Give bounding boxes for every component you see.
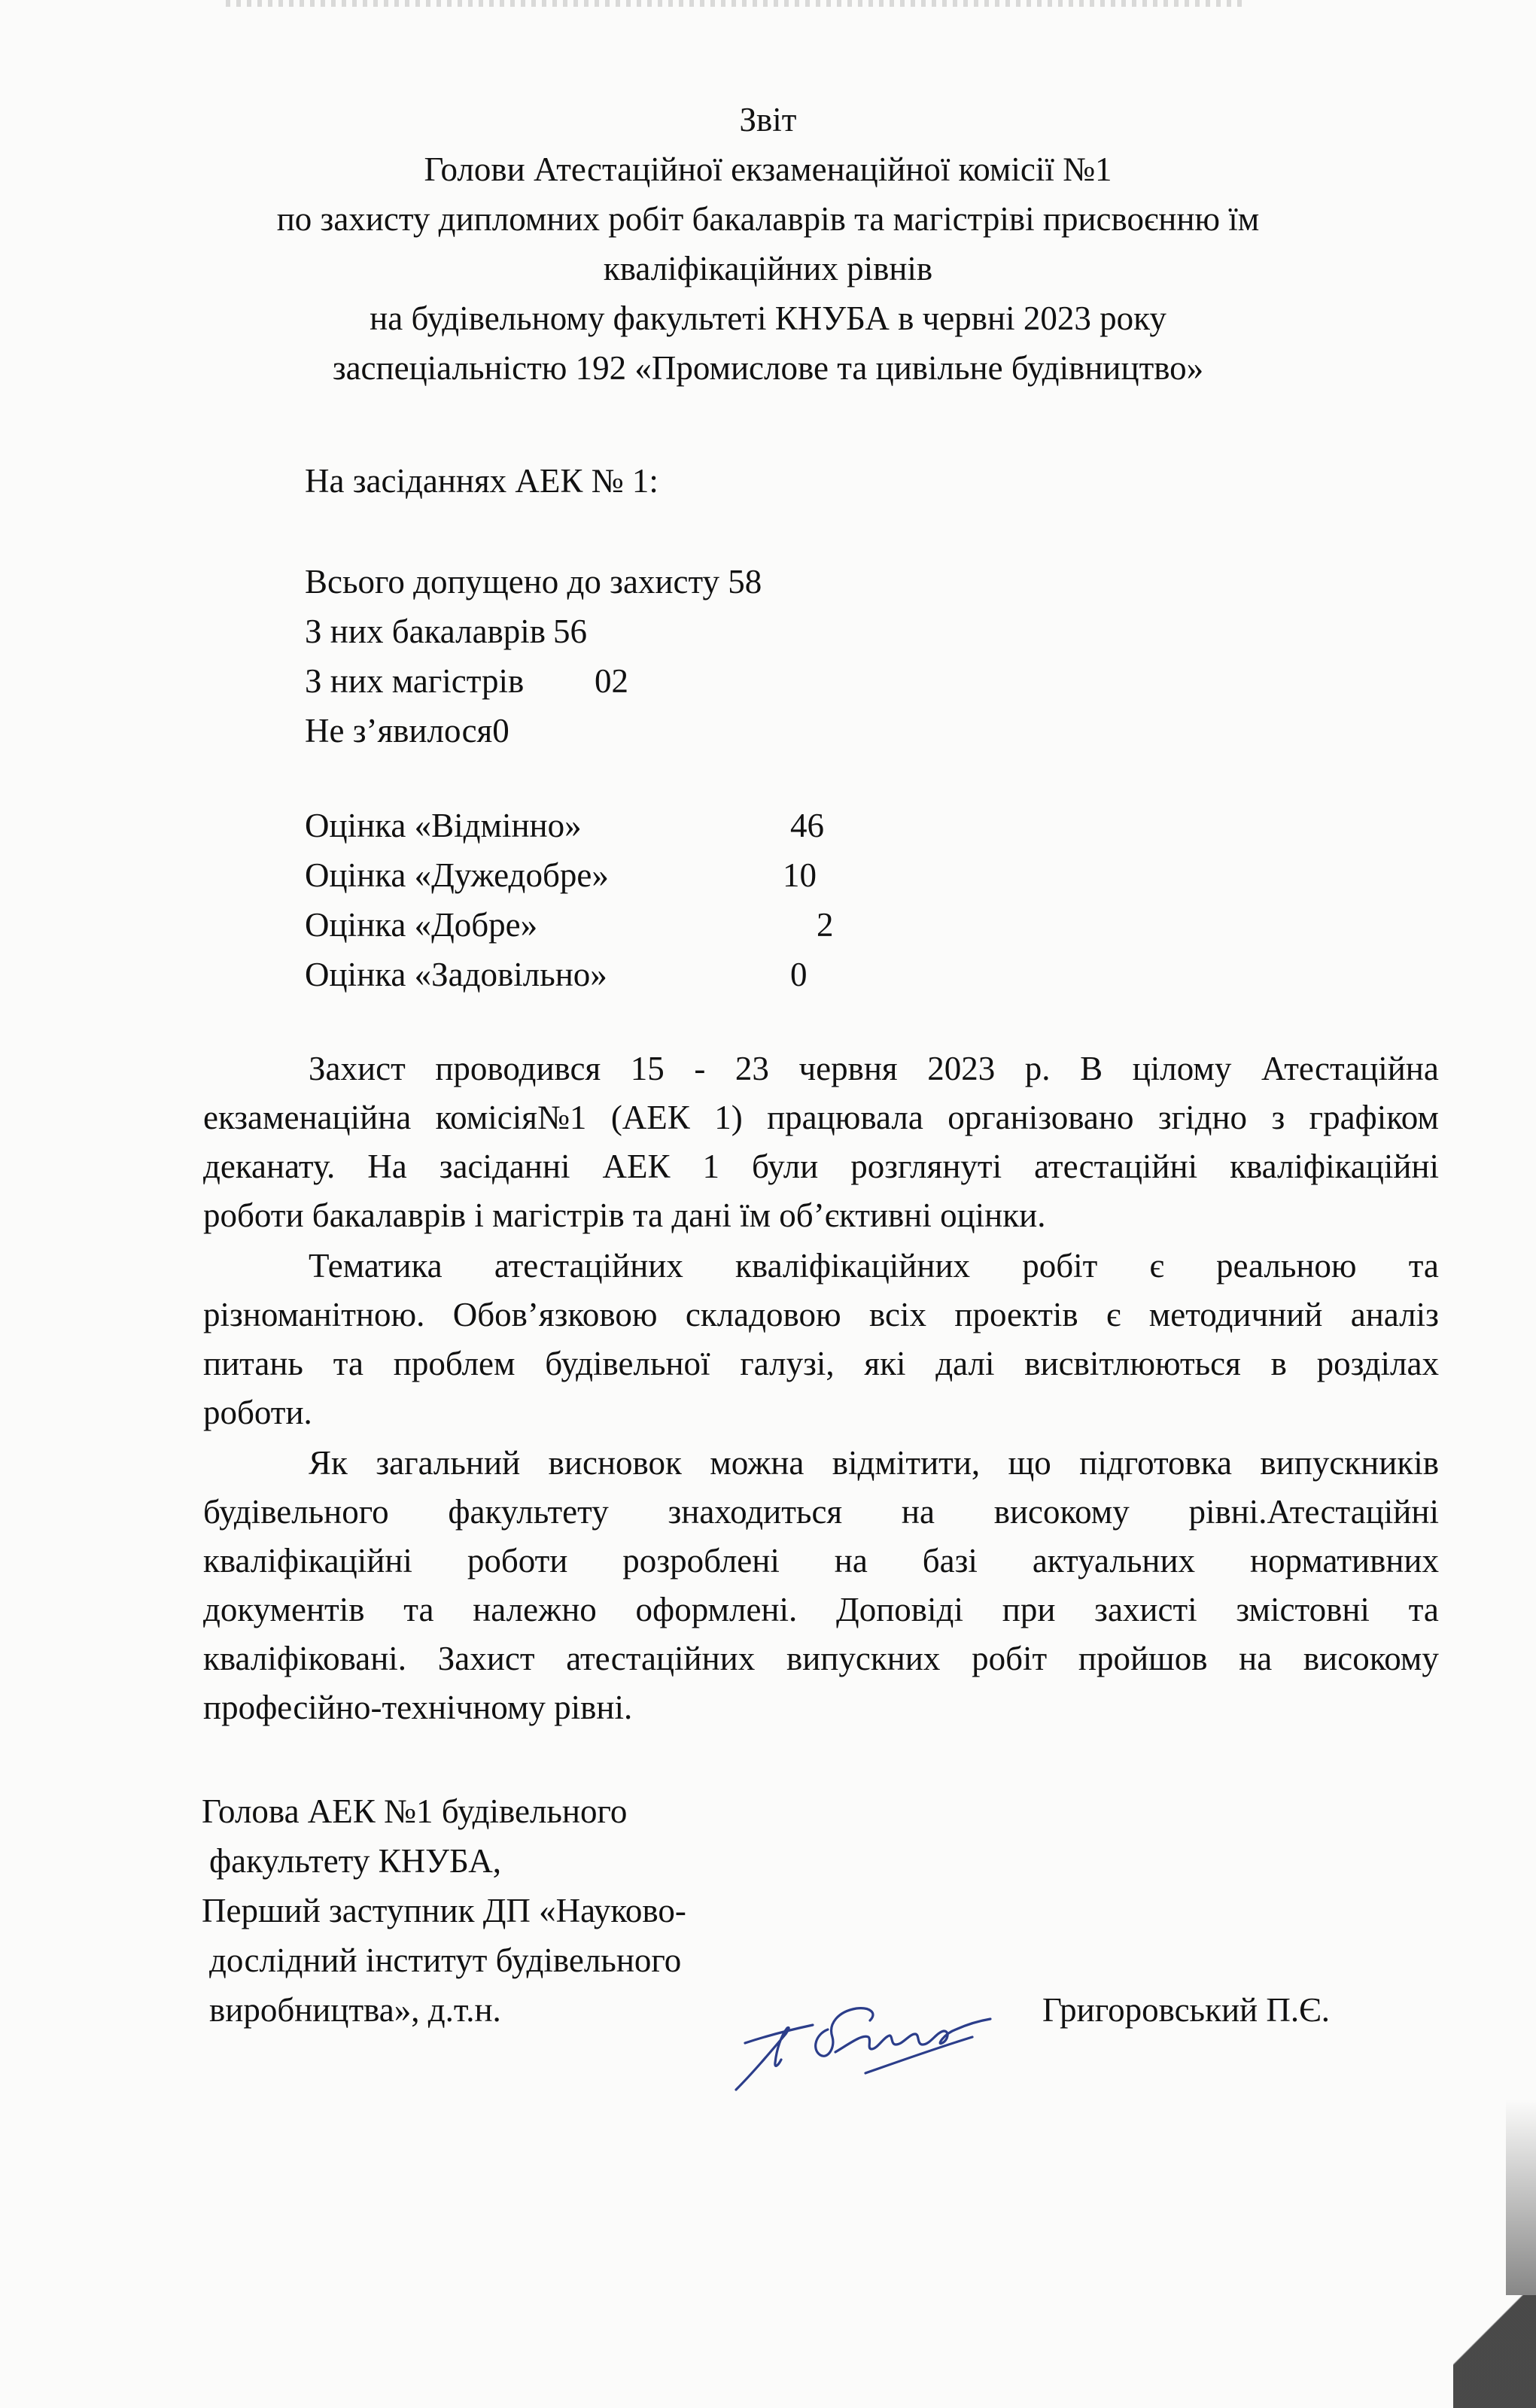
scan-edge-shadow (1506, 2099, 1536, 2295)
bachelors-label: З них бакалаврів (305, 613, 546, 650)
grade-label-satisfactory: Оцінка «Задовільно» (305, 956, 607, 993)
paragraph-line: документів та належно оформлені. Доповіді при захисті змістовні та (203, 1591, 1439, 1628)
signatory-line-1: Голова АЕК №1 будівельного (202, 1792, 628, 1830)
grade-label-good: Оцінка «Добре» (305, 906, 538, 944)
title-line-1: Звіт (739, 101, 797, 138)
paragraph-line: кваліфікаційні роботи розроблені на базі актуальних нормативних (203, 1542, 1439, 1579)
title-line-6: заспеціальністю 192 «Промислове та цивільне будівництво» (332, 349, 1204, 387)
grade-value-excellent: 46 (790, 807, 824, 844)
masters-value: 02 (595, 662, 628, 700)
paragraph-line: роботи бакалаврів і магістрів та дані їм об’єктивні оцінки. (203, 1196, 1046, 1234)
grade-label-very-good: Оцінка «Дужедобре» (305, 856, 609, 894)
handwritten-signature (722, 1990, 1008, 2103)
title-line-2: Голови Атестаційної екзаменаційної комісії №1 (424, 150, 1112, 188)
signatory-line-3: Перший заступник ДП «Науково- (202, 1892, 686, 1929)
signatory-line-5: виробництва», д.т.н. (209, 1991, 501, 2029)
paragraph-defense-summary (203, 1044, 1439, 1240)
paragraph-line: питань та проблем будівельної галузі, які далі висвітлюються в розділах (203, 1345, 1439, 1382)
paragraph-line: деканату. На засіданні АЕК 1 були розглянуті атестаційні кваліфікаційні (203, 1148, 1439, 1185)
scan-edge-top (226, 0, 1242, 7)
signatory-line-4: дослідний інститут будівельного (209, 1941, 682, 1979)
admitted-total: Всього допущено до захисту 58 (305, 563, 762, 600)
paragraph-line: будівельного факультету знаходиться на високому рівні.Атестаційні (203, 1493, 1439, 1531)
paragraph-line: Як загальний висновок можна відмітити, що підготовка випускників (309, 1444, 1439, 1482)
paragraph-topics (203, 1242, 1439, 1437)
report-title (0, 95, 1536, 393)
grade-value-good: 2 (817, 906, 834, 944)
grade-value-very-good: 10 (783, 856, 817, 894)
masters-label: З них магістрів (305, 662, 525, 700)
title-line-4: кваліфікаційних рівнів (603, 250, 933, 287)
paragraph-line: роботи. (203, 1394, 312, 1431)
scan-corner-fold (1453, 2295, 1536, 2408)
paragraph-line: Захист проводився 15 - 23 червня 2023 р. В цілому Атестаційна (309, 1050, 1439, 1087)
paragraph-line: професійно-технічному рівні. (203, 1689, 633, 1726)
absent-count: Не з’явилося0 (305, 712, 509, 749)
grade-value-satisfactory: 0 (790, 956, 808, 993)
signatory-name: Григоровський П.Є. (1042, 1991, 1331, 2029)
bachelors-value: 56 (553, 613, 587, 650)
paragraph-line: Тематика атестаційних кваліфікаційних робіт є реальною та (309, 1247, 1439, 1285)
title-line-3: по захисту дипломних робіт бакалаврів та магістріві присвоєнню їм (276, 200, 1260, 238)
paragraph-line: екзаменаційна комісія№1 (АЕК 1) працювала організовано згідно з графіком (203, 1099, 1439, 1136)
paragraph-line: кваліфіковані. Захист атестаційних випускних робіт пройшов на високому (203, 1640, 1439, 1677)
signatory-line-2: факультету КНУБА, (209, 1842, 501, 1880)
paragraph-line: різноманітною. Обов’язковою складовою всіх проектів є методичний аналіз (203, 1296, 1439, 1333)
meeting-heading: На засіданнях АЕК № 1: (305, 462, 659, 500)
title-line-5: на будівельному факультеті КНУБА в червні 2023 року (370, 299, 1166, 337)
paragraph-conclusion (203, 1439, 1439, 1732)
grade-label-excellent: Оцінка «Відмінно» (305, 807, 582, 844)
